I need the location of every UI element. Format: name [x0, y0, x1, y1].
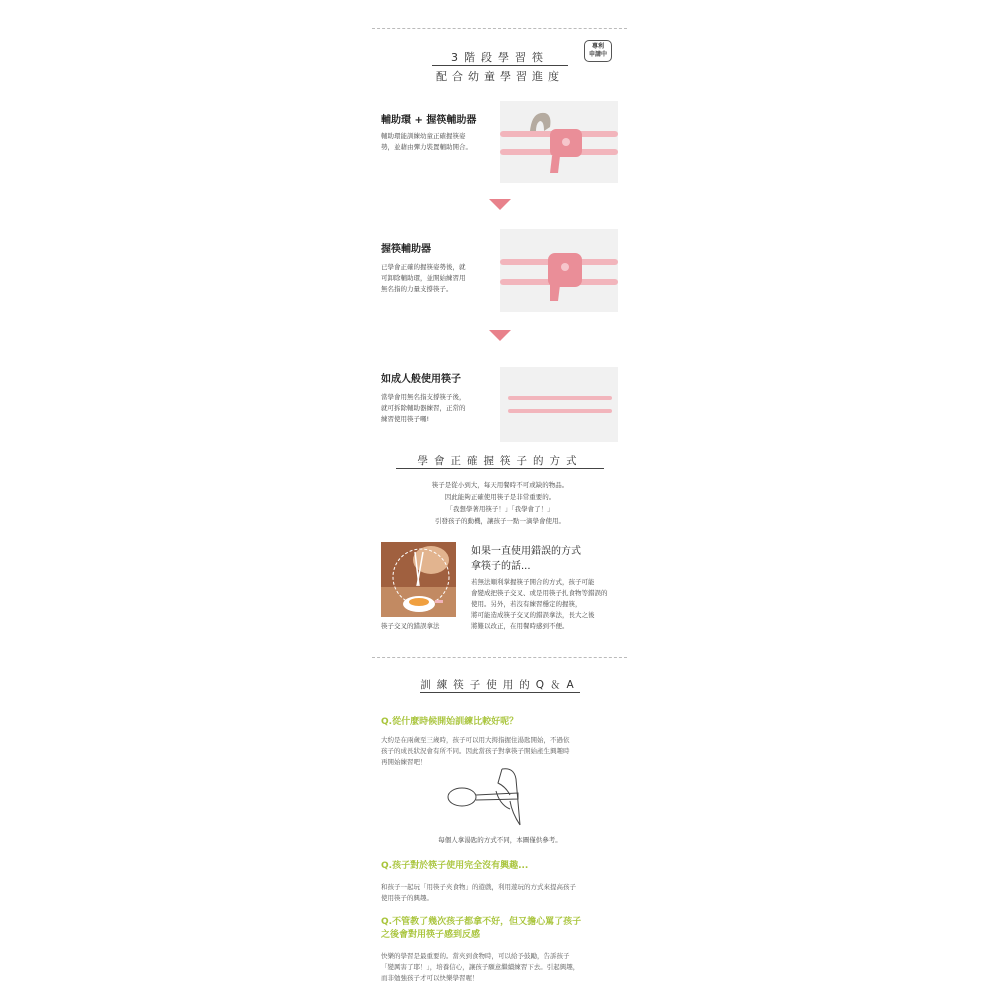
- plain-chopsticks-image: [500, 367, 618, 442]
- spoon-grip-illustration: [440, 765, 560, 830]
- wrong-heading-line: 拿筷子的話...: [471, 561, 531, 572]
- qa-question-1: Q.從什麼時候開始訓練比較好呢？: [381, 717, 519, 727]
- chopsticks-helper-image: [500, 229, 618, 312]
- down-arrow-icon: [489, 199, 511, 210]
- wrong-desc-line: 將難以改正，在用餐時感到不便。: [471, 622, 569, 630]
- stage3-desc: [381, 392, 466, 425]
- qa-answer-line: 大約是在兩歲至三歲時，孩子可以用大拇指握住湯匙開始，不過依: [381, 736, 570, 744]
- wrong-heading: [471, 544, 581, 574]
- qa-answer-line: 而非勉強孩子才可以快樂學習喔！: [381, 974, 479, 982]
- wrong-grip-image: [381, 542, 456, 617]
- method-intro: [372, 479, 628, 527]
- qa-answer-line: 使用筷子的興趣。: [381, 894, 433, 902]
- qa-question-line: 之後會對用筷子感到反感: [381, 930, 481, 940]
- chopsticks-ring-helper-image: [500, 101, 618, 183]
- qa-question-3: [381, 916, 581, 942]
- badge-line-2: 申請中: [588, 51, 607, 58]
- stage2-photo: [500, 229, 618, 312]
- stage1-photo: [500, 101, 618, 183]
- qa-answer-1: [381, 735, 570, 768]
- title-underline: [432, 65, 568, 66]
- stage1-heading: 輔助環 + 握筷輔助器: [381, 115, 477, 126]
- stage2-desc-line: 已學會正確的握筷姿勢後，就: [381, 263, 466, 271]
- spoon-caption: 每個人拿湯匙的方式不同，本圖僅供參考。: [438, 836, 562, 844]
- qa-answer-line: 再開始練習吧！: [381, 758, 427, 766]
- badge-line-1: 專利: [591, 43, 604, 50]
- stage3-heading: 如成人般使用筷子: [381, 374, 461, 385]
- stage3-photo: [500, 367, 618, 442]
- stage2-desc-line: 無名指的力量支撐筷子。: [381, 285, 453, 293]
- stage1-desc: [381, 131, 472, 153]
- stage2-heading: 握筷輔助器: [381, 244, 431, 255]
- qa-question-2: Q.孩子對於筷子使用完全沒有興趣...: [381, 861, 529, 871]
- qa-answer-line: 孩子的成長狀況會有所不同。因此當孩子對拿筷子開始產生興趣時: [381, 747, 570, 755]
- method-line: 筷子是從小到大，每天用餐時不可或缺的物品。: [431, 481, 569, 489]
- qa-answer-line: 「變厲害了耶！」，培養信心，讓孩子願意繼續練習下去。引起興趣，: [381, 963, 580, 971]
- qa-answer-line: 快樂的學習是最重要的。當夾到食物時，可以給予鼓勵，告訴孩子: [381, 952, 570, 960]
- page-title: 3階段學習筷: [451, 51, 549, 64]
- method-line: 「我想學著用筷子！」「我學會了！」: [446, 505, 554, 513]
- down-arrow-icon: [489, 330, 511, 341]
- method-title: 學會正確握筷子的方式: [417, 455, 583, 467]
- page-subtitle: 配合幼童學習進度: [436, 70, 564, 83]
- stage1-desc-line: 輔助環能訓練幼童正確握筷姿: [381, 132, 466, 140]
- stage3-desc-line: 練習使用筷子囉!: [381, 415, 430, 423]
- qa-answer-3: [381, 951, 579, 984]
- stage2-desc-line: 可卸除輔助環，並開始練習用: [381, 274, 466, 282]
- method-title-underline: [396, 468, 604, 469]
- wrong-heading-line: 如果一直使用錯誤的方式: [471, 546, 581, 557]
- wrong-grip-caption: 筷子交叉的錯誤拿法: [381, 622, 440, 630]
- wrong-desc-line: 會變成把筷子交叉、或是用筷子扎食物等錯誤的: [471, 589, 608, 597]
- qa-title-underline: [420, 692, 580, 693]
- top-divider: [372, 28, 627, 29]
- section-divider: [372, 657, 627, 658]
- stage2-desc: [381, 262, 466, 295]
- patent-badge: [584, 40, 612, 62]
- stage3-desc-line: 當學會用無名指支撐筷子後，: [381, 393, 466, 401]
- stage1-desc-line: 勢，並藉由彈力裝置輔助開合。: [381, 143, 472, 151]
- qa-answer-line: 和孩子一起玩「用筷子夾食物」的遊戲，利用遊玩的方式來提高孩子: [381, 883, 576, 891]
- hand-spoon-icon: [440, 765, 560, 830]
- wrong-grip-photo: [381, 542, 456, 617]
- qa-title: 訓練筷子使用的Q＆A: [420, 679, 580, 691]
- wrong-desc: [471, 577, 608, 632]
- qa-question-line: Q.不管教了幾次孩子都拿不好，但又擔心罵了孩子: [381, 917, 582, 927]
- method-line: 引發孩子的動機，讓孩子一點一滴學會使用。: [435, 517, 565, 525]
- wrong-desc-line: 若無法順利掌握筷子開合的方式，孩子可能: [471, 578, 595, 586]
- method-line: 因此能夠正確使用筷子是非常重要的。: [444, 493, 556, 501]
- qa-answer-2: [381, 882, 576, 904]
- wrong-desc-line: 使用。另外，若沒有練習穩定的握筷，: [471, 600, 582, 608]
- stage3-desc-line: 就可拆除輔助器練習，正常的: [381, 404, 466, 412]
- wrong-desc-line: 將可能造成筷子交叉的錯誤拿法，長大之後: [471, 611, 595, 619]
